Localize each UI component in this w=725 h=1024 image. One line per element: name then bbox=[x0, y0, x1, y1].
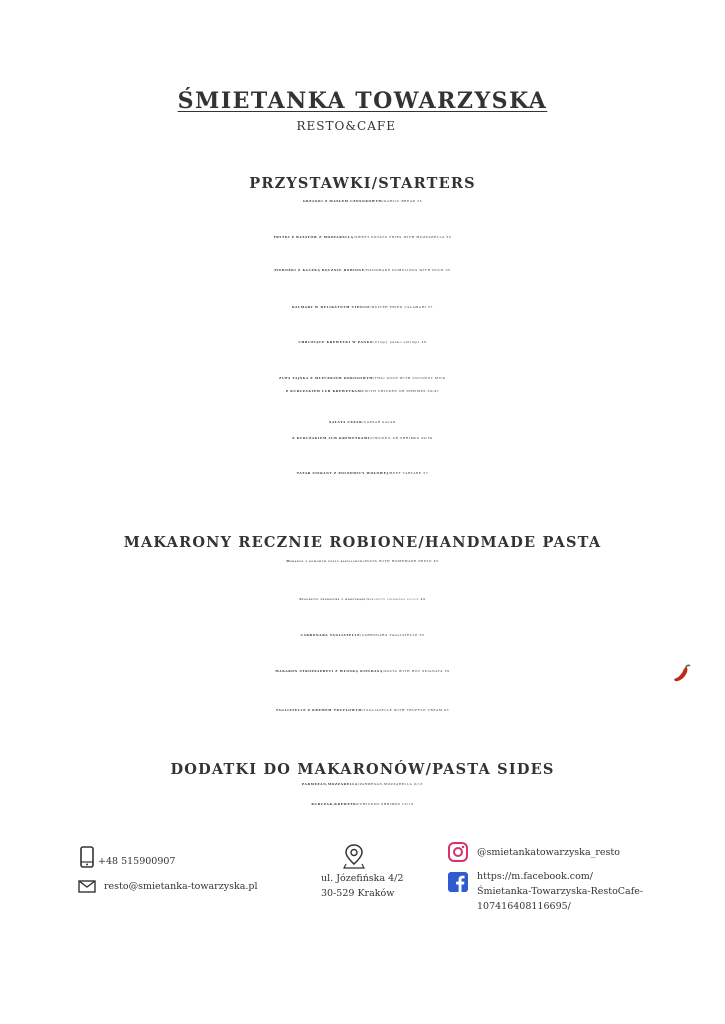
pasta-item-3 bbox=[0, 633, 725, 637]
facebook-link-line-2: Śmietanka-Towarzyska-RestoCafe- bbox=[477, 886, 644, 897]
starter-item-4 bbox=[0, 305, 725, 309]
sides-item-2 bbox=[0, 802, 725, 806]
starter-item-7 bbox=[0, 420, 725, 424]
starter-item-5-en: /Crispy panko shrimps 39 bbox=[373, 340, 427, 344]
instagram-handle[interactable]: @smietankatowarzyska_resto bbox=[477, 847, 620, 858]
starter-item-2-en: /SWEET POTATO FRIES WITH MOZZARELLA 33 bbox=[353, 235, 452, 239]
starter-item-1-en: /GARLIC BREAD 25 bbox=[382, 199, 423, 203]
starter-item-8 bbox=[0, 471, 725, 475]
starter-item-1 bbox=[0, 199, 725, 203]
starter-item-6-pl2: Z KURCZAKIEM LUB KREWETKAMI bbox=[285, 389, 364, 393]
starter-item-4-pl: KALMARY W DELIKATNYM CIEŚCIE bbox=[291, 305, 371, 309]
facebook-link-line-1: https://m.facebook.com/ bbox=[477, 871, 594, 882]
starter-item-2-pl: FRYTKI Z BATATÓW Z MOZZARELLĄ bbox=[273, 235, 354, 239]
starter-item-7-line2 bbox=[0, 436, 725, 440]
pasta-item-5 bbox=[0, 708, 725, 712]
sides-item-2-en: /CHICKEN,SHRIMPS 13/19 bbox=[358, 802, 414, 806]
starter-item-3 bbox=[0, 268, 725, 272]
pasta-item-5-en: /TAGLIATELLE WITH TRUFFLE CREAM 63 bbox=[362, 708, 450, 712]
restaurant-name: ŚMIETANKA TOWARZYSKA bbox=[177, 88, 548, 114]
pasta-item-3-en: /CARBONARA TAGLIATELLE 55 bbox=[360, 633, 425, 637]
facebook-link[interactable] bbox=[477, 869, 643, 914]
starter-item-7-en2: /CHICKEN OR SHRIMPS 49/59 bbox=[369, 436, 433, 440]
starter-item-6-pl: ZUPA TAJSKA Z MLECZKIEM KOKOSOWYM bbox=[279, 376, 374, 380]
address-line-2: 30-529 Kraków bbox=[321, 888, 395, 899]
phone-icon bbox=[80, 846, 94, 868]
starter-item-4-en: /BATTER FRIED CALAMARI 37 bbox=[370, 305, 434, 309]
starter-item-6-en: /THAI SOUP WITH COCONUT MILK bbox=[373, 376, 446, 380]
address bbox=[321, 871, 403, 901]
sides-heading: DODATKI DO MAKARONÓW/PASTA SIDES bbox=[170, 761, 555, 778]
starter-item-8-pl: TATAR SIEKANY Z POLĘDWICY WOŁOWEJ bbox=[296, 471, 389, 475]
starter-item-3-en: /HANDMADE DUMPLINGS WITH DUCK 35 bbox=[364, 268, 451, 272]
starter-item-6-line2 bbox=[0, 389, 725, 393]
starters-heading: PRZYSTAWKI/STARTERS bbox=[249, 175, 476, 192]
facebook-icon[interactable] bbox=[448, 872, 468, 892]
pasta-item-2-pl: Spaghetti primavera z warzywami bbox=[299, 597, 366, 601]
starter-item-5-pl: CHRUPIĄCE KREWETKI W PANKO bbox=[298, 340, 374, 344]
starter-item-7-en: /CAESAR SALAD bbox=[362, 420, 396, 424]
instagram-icon[interactable] bbox=[448, 842, 468, 862]
restaurant-subtitle bbox=[0, 119, 705, 133]
starter-item-2 bbox=[0, 235, 725, 239]
location-pin-icon bbox=[343, 843, 365, 869]
pasta-item-1-pl: Makaron z domowym pesto bazyliowym bbox=[286, 559, 363, 563]
sides-item-2-pl: KURCZAK,KREWETKI bbox=[311, 802, 359, 806]
pasta-item-2-en: /Spaghetti primavera veggie 49 bbox=[365, 597, 426, 601]
pasta-item-3-pl: CARBONARA TAGLIATELLE bbox=[300, 633, 361, 637]
pasta-item-4-pl: MAKARON STROZZAPRETI Z WŁOSKĄ KIEŁBASĄ bbox=[275, 669, 383, 673]
starter-item-3-pl: PIEROŻKI Z KACZKĄ RĘCZNIE ROBIONE bbox=[274, 268, 365, 272]
phone-number[interactable]: +48 515900907 bbox=[98, 856, 176, 867]
pasta-item-1-en: /PASTA WITH HOMEMADE PESTO 45 bbox=[362, 559, 439, 563]
starter-item-7-pl2: Z KURCZAKIEM LUB KREWETKAMI bbox=[292, 436, 370, 440]
facebook-link-line-3: 107416408116695/ bbox=[477, 901, 571, 912]
pasta-heading: MAKARONY RECZNIE ROBIONE/HANDMADE PASTA bbox=[123, 534, 602, 551]
sides-item-1-pl: PARMEZAN,MOZZARELLA bbox=[301, 782, 358, 786]
starter-item-1-pl: GRZANKI Z MASŁEM CZOSNKOWYM bbox=[302, 199, 383, 203]
starter-item-8-en: /BEEF TARTARE 57 bbox=[388, 471, 429, 475]
pasta-item-5-pl: TAGLIATELLE Z KREMEM TRUFLOWYM bbox=[275, 708, 363, 712]
address-line-1: ul. Józefińska 4/2 bbox=[321, 873, 404, 884]
pasta-item-4 bbox=[0, 669, 725, 673]
starter-item-6 bbox=[0, 376, 725, 380]
email-address[interactable]: resto@smietanka-towarzyska.pl bbox=[104, 881, 258, 892]
pasta-item-2 bbox=[0, 597, 725, 601]
restaurant-subtitle-text: RESTO&CAFE bbox=[296, 119, 396, 133]
sides-item-1-en: /PARMESAN,MOZZARELLA 9/13 bbox=[357, 782, 424, 786]
starter-item-7-pl: SAŁATA CEZAR bbox=[329, 420, 363, 424]
envelope-icon bbox=[78, 880, 96, 893]
pasta-item-4-en: /PASTA WITH HOT SPIANATA 59 bbox=[382, 669, 450, 673]
starter-item-6-en2: /WITH CHICKEN OR SHRIMPS 39/47 bbox=[363, 389, 440, 393]
sides-item-1 bbox=[0, 782, 725, 786]
pasta-item-1 bbox=[0, 559, 725, 563]
starter-item-5 bbox=[0, 340, 725, 344]
chili-pepper-icon bbox=[671, 664, 693, 684]
